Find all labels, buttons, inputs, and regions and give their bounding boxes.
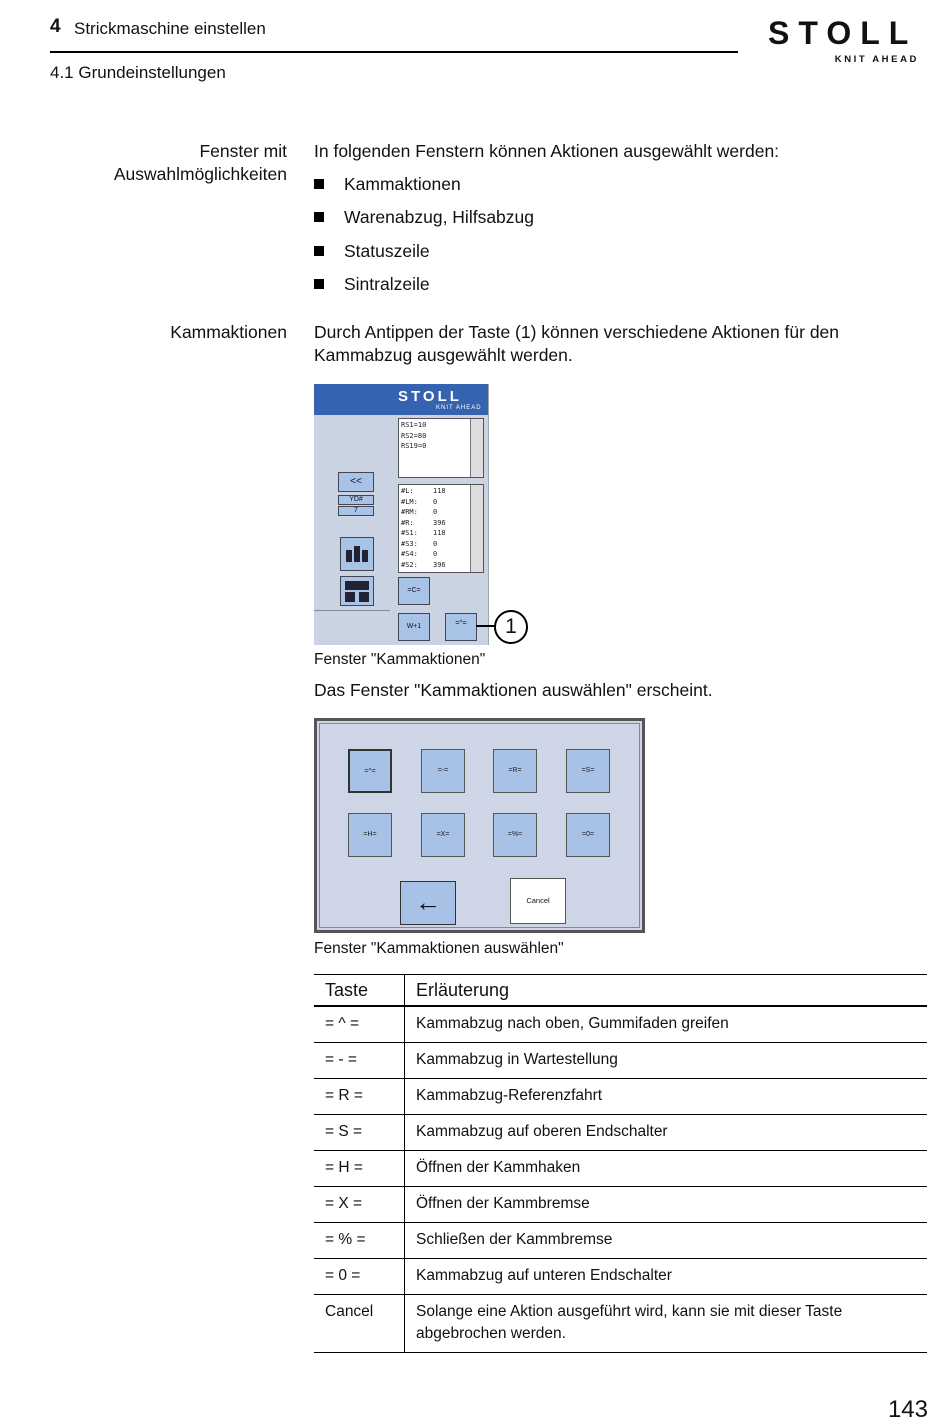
description-cell: Kammabzug auf unteren Endschalter	[405, 1259, 928, 1295]
description-cell: Kammabzug-Referenzfahrt	[405, 1079, 928, 1115]
list-item-label: #R:	[401, 518, 414, 527]
list-item-value: 118	[433, 529, 446, 537]
description-cell: Kammabzug in Wartestellung	[405, 1043, 928, 1079]
bullet-square-icon	[314, 212, 324, 222]
table-row	[314, 1295, 927, 1353]
list-item: RS2=80	[401, 431, 427, 440]
stoll-logo	[768, 16, 933, 65]
w-plus-button[interactable]: W+1	[398, 613, 430, 641]
scrollbar[interactable]	[470, 419, 483, 477]
prev-button[interactable]: <<	[338, 472, 374, 492]
back-arrow-button[interactable]: ←	[400, 881, 456, 925]
table-row	[314, 1259, 927, 1295]
table-row	[314, 1151, 927, 1187]
table-row	[314, 1079, 927, 1115]
comb-hooks-open-button[interactable]: =H=	[348, 813, 392, 857]
list-item-label: #L:	[401, 487, 414, 495]
chapter-title: Strickmaschine einstellen	[74, 19, 266, 38]
table-row	[314, 1043, 927, 1079]
header-key: Taste	[314, 975, 405, 1007]
list-item-value: 118	[433, 487, 446, 495]
table-row	[314, 1115, 927, 1151]
comb-machine-icon	[341, 577, 373, 605]
list-item-label: #S2:	[401, 560, 418, 569]
description-cell: Kammabzug auf oberen Endschalter	[405, 1115, 928, 1151]
callout-number: 1	[494, 610, 528, 644]
fabric-takedown-button[interactable]	[340, 537, 374, 571]
caption-comb-actions: Fenster "Kammaktionen"	[314, 651, 486, 668]
bullet-item	[314, 207, 534, 228]
bullet-text: Kammaktionen	[344, 174, 461, 194]
bullet-item	[314, 174, 461, 195]
key-table	[314, 974, 927, 1353]
comb-upper-switch-button[interactable]: =S=	[566, 749, 610, 793]
header-description: Erläuterung	[405, 975, 928, 1007]
key-cell: = % =	[314, 1223, 405, 1259]
screenshot-select-comb-actions	[314, 718, 645, 933]
comb-machine-button[interactable]	[340, 576, 374, 606]
comb-wait-button[interactable]: =-=	[421, 749, 465, 793]
bullet-square-icon	[314, 179, 324, 189]
key-cell: = S =	[314, 1115, 405, 1151]
bullet-item	[314, 274, 430, 295]
comb-button[interactable]: =C=	[398, 577, 430, 605]
yd-label: YD#	[338, 495, 374, 505]
side-label-selection-windows	[114, 140, 287, 186]
shot1-banner	[314, 384, 488, 415]
table-header-row	[314, 975, 927, 1007]
comb-actions-text	[314, 321, 839, 367]
list-item-value: 0	[433, 550, 438, 558]
selection-intro: In folgenden Fenstern können Aktionen ausgewählt werden:	[314, 141, 780, 161]
side-label-line1: Fenster mit	[199, 141, 287, 161]
caption-select-comb-actions: Fenster "Kammaktionen auswählen"	[314, 940, 564, 957]
comb-action-button[interactable]: =^=	[445, 613, 477, 641]
bullet-square-icon	[314, 279, 324, 289]
list-item-value: 0	[433, 508, 438, 516]
comb-brake-open-button[interactable]: =X=	[421, 813, 465, 857]
description-cell: Kammabzug nach oben, Gummifaden greifen	[405, 1006, 928, 1043]
scrollbar[interactable]	[470, 485, 483, 572]
cancel-button[interactable]: Cancel	[510, 878, 566, 924]
shot1-tagline: KNIT AHEAD	[436, 405, 482, 411]
key-cell: Cancel	[314, 1295, 405, 1353]
description-cell: Solange eine Aktion ausgeführt wird, kann sie mit dieser Taste abgebrochen werden.	[405, 1295, 928, 1353]
list-item-label: #S3:	[401, 539, 418, 548]
list-item-label: #RM:	[401, 508, 418, 516]
list-item-label: #S1:	[401, 529, 418, 537]
description-cell: Schließen der Kammbremse	[405, 1223, 928, 1259]
register-list[interactable]	[398, 418, 484, 478]
page-number: 143	[887, 1396, 928, 1423]
key-cell: = R =	[314, 1079, 405, 1115]
screenshot-comb-actions-window	[314, 384, 489, 645]
side-label-comb-actions: Kammaktionen	[170, 322, 287, 342]
dialog-frame	[319, 723, 640, 928]
description-cell: Öffnen der Kammbremse	[405, 1187, 928, 1223]
fabric-icon	[341, 538, 373, 570]
divider	[314, 610, 390, 611]
side-label-line2: Auswahlmöglichkeiten	[113, 164, 287, 184]
description-cell: Öffnen der Kammhaken	[405, 1151, 928, 1187]
key-cell: = ^ =	[314, 1006, 405, 1043]
bullet-square-icon	[314, 246, 324, 256]
key-cell: = X =	[314, 1187, 405, 1223]
comb-actions-text-line2: Kammabzug ausgewählt werden.	[314, 345, 573, 365]
comb-lower-switch-button[interactable]: =0=	[566, 813, 610, 857]
needle-list[interactable]	[398, 484, 484, 573]
logo-word: STOLL	[768, 15, 918, 51]
table-row	[314, 1223, 927, 1259]
list-item-value: 396	[433, 518, 446, 527]
select-window-text: Das Fenster "Kammaktionen auswählen" erscheint.	[314, 680, 713, 700]
header-rule	[50, 51, 738, 53]
chapter-number: 4	[50, 16, 61, 37]
list-item: RS19=0	[401, 442, 427, 450]
list-item-label: #LM:	[401, 497, 418, 506]
list-item-label: #S4:	[401, 550, 418, 558]
callout-line	[476, 625, 496, 627]
comb-up-button[interactable]: =^=	[348, 749, 392, 793]
bullet-item	[314, 241, 430, 262]
list-item: RS1=10	[401, 421, 427, 429]
shot1-logo: STOLL	[398, 388, 462, 405]
section-title: 4.1 Grundeinstellungen	[50, 63, 226, 82]
table-row	[314, 1006, 927, 1043]
yd-value: 7	[338, 506, 374, 516]
key-cell: = H =	[314, 1151, 405, 1187]
bullet-text: Statuszeile	[344, 241, 430, 261]
table-row	[314, 1187, 927, 1223]
key-cell: = - =	[314, 1043, 405, 1079]
logo-tagline: KNIT AHEAD	[834, 54, 919, 65]
comb-actions-text-line1: Durch Antippen der Taste (1) können verschiedene Aktionen für den	[314, 322, 840, 342]
comb-brake-close-button[interactable]: =%=	[493, 813, 537, 857]
list-item-value: 0	[433, 539, 438, 548]
list-item-value: 0	[433, 497, 438, 506]
list-item-value: 396	[433, 560, 446, 569]
bullet-text: Sintralzeile	[344, 274, 430, 294]
comb-reference-button[interactable]: =R=	[493, 749, 537, 793]
bullet-text: Warenabzug, Hilfsabzug	[344, 207, 535, 227]
key-cell: = 0 =	[314, 1259, 405, 1295]
